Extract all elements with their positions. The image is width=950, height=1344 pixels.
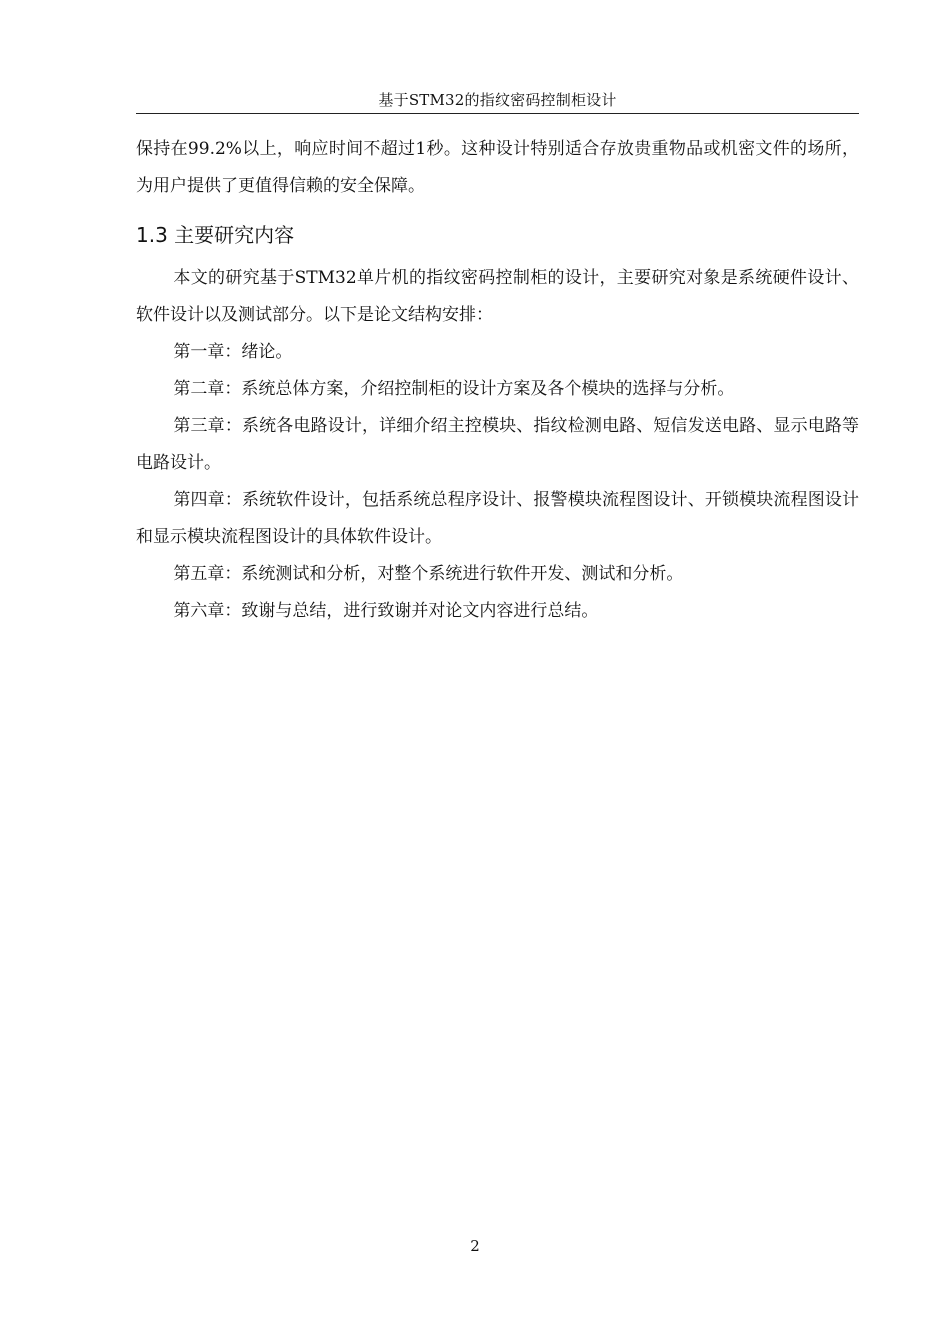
chapter-item-3: 第三章：系统各电路设计，详细介绍主控模块、指纹检测电路、短信发送电路、显示电路等电路设计。 bbox=[136, 416, 859, 473]
header-divider bbox=[136, 113, 859, 114]
running-header: 基于STM32的指纹密码控制柜设计 bbox=[378, 91, 617, 109]
chapter-item-5: 第五章：系统测试和分析，对整个系统进行软件开发、测试和分析。 bbox=[173, 564, 684, 584]
chapter-item-6: 第六章：致谢与总结，进行致谢并对论文内容进行总结。 bbox=[173, 601, 599, 621]
page-body bbox=[136, 131, 859, 630]
continued-paragraph: 保持在99.2%以上，响应时间不超过1秒。这种设计特别适合存放贵重物品或机密文件的场所，为用户提供了更值得信赖的安全保障。 bbox=[136, 139, 859, 196]
chapter-item-2: 第二章：系统总体方案，介绍控制柜的设计方案及各个模块的选择与分析。 bbox=[173, 379, 735, 399]
chapter-item-1: 第一章：绪论。 bbox=[173, 342, 293, 362]
page-number: 2 bbox=[470, 1237, 480, 1255]
section-heading: 1.3 主要研究内容 bbox=[136, 223, 295, 247]
chapter-item-4: 第四章：系统软件设计，包括系统总程序设计、报警模块流程图设计、开锁模块流程图设计和显示模块流程图设计的具体软件设计。 bbox=[136, 490, 859, 547]
intro-paragraph: 本文的研究基于STM32单片机的指纹密码控制柜的设计，主要研究对象是系统硬件设计、软件设计以及测试部分。以下是论文结构安排： bbox=[136, 268, 859, 325]
